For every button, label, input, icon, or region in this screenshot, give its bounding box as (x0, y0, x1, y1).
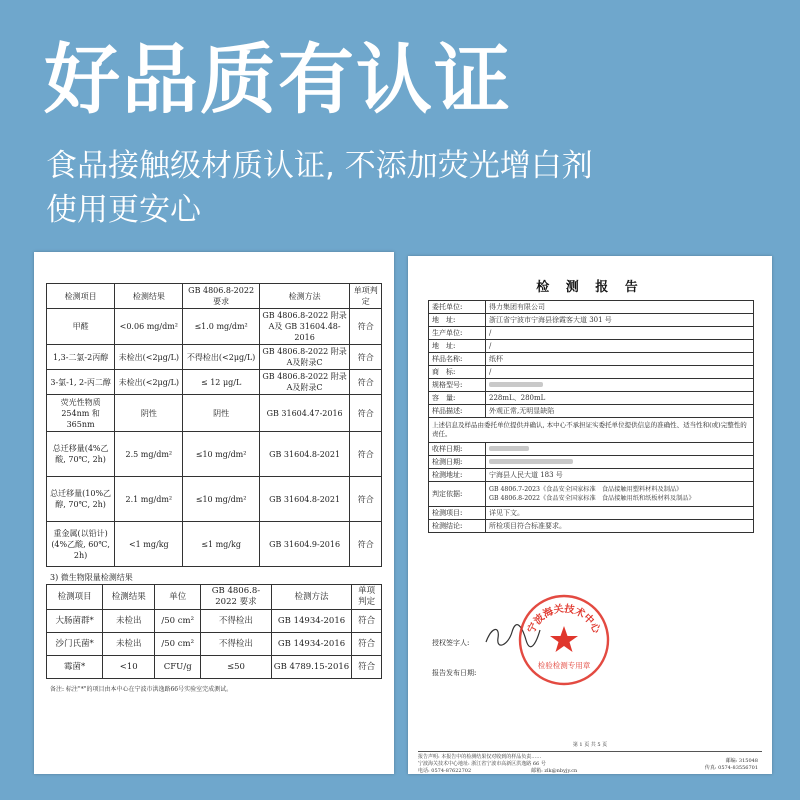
cell: 1,3-二氯-2丙醇 (47, 345, 115, 370)
cell: 3-氯-1, 2-丙二醇 (47, 370, 115, 395)
cell: GB 4806.8-2022 附录A及附录C (259, 370, 350, 395)
field-value: GB 4806.7-2023《食品安全国家标准 食品接触用塑料材料及制品》 GB 4806.8-2022《食品安全国家标准 食品接触用纸和纸板材料及制品》 (486, 482, 754, 507)
table-row (429, 366, 754, 379)
cell: 2.5 mg/dm² (115, 432, 183, 477)
header-cell: 检测方法 (259, 284, 350, 309)
cell: GB 31604.9-2016 (259, 522, 350, 567)
field-value: 228mL、280mL (486, 392, 754, 405)
table-row (47, 370, 382, 395)
table-row (429, 405, 754, 418)
field-value: / (486, 366, 754, 379)
cell: ≤1.0 mg/dm² (183, 309, 259, 345)
section-title: 3) 微生物限量检测结果 (50, 573, 133, 582)
cell: 不得检出 (201, 610, 271, 633)
cell: 不得检出(<2μg/L) (183, 345, 259, 370)
cell: 不得检出 (201, 633, 271, 656)
cell: 大肠菌群* (47, 610, 103, 633)
header-cell: GB 4806.8-2022 要求 (183, 284, 259, 309)
field-label: 地 址: (429, 314, 486, 327)
field-label: 样品描述: (429, 405, 486, 418)
microbial-results-table (46, 584, 382, 679)
footer-text: 报告声明: 本报告中的检测结果仅对收到的样品负责…… 宁波海关技术中心地址: 浙江省宁波市高新区洪逸路 66 号 电话: 0574-87622702 邮箱: zlk@nbyjy.cn (418, 754, 578, 774)
field-label: 委托单位: (429, 301, 486, 314)
field-label: 检测日期: (429, 456, 486, 469)
field-value: / (486, 327, 754, 340)
cell: /50 cm² (155, 610, 201, 633)
field-label: 判定依据: (429, 482, 486, 507)
field-value: 所检项目符合标准要求。 (486, 520, 754, 533)
chemical-results-table (46, 283, 382, 567)
subline-2: 使用更安心 (46, 192, 201, 228)
header-cell: 检测项目 (47, 284, 115, 309)
table-row (429, 353, 754, 366)
release-date-label: 报告发布日期: (432, 669, 477, 677)
table-row (47, 633, 382, 656)
cell: 未检出(<2μg/L) (115, 370, 183, 395)
field-label: 检测结论: (429, 520, 486, 533)
subline-1: 食品接触级材质认证, 不添加荧光增白剂 (46, 148, 593, 184)
cell: GB 4806.8-2022 附录A及 GB 31604.48-2016 (259, 309, 350, 345)
cell: ≤50 (201, 656, 271, 679)
table-row (47, 345, 382, 370)
cell: 未检出 (103, 633, 155, 656)
table-row (429, 314, 754, 327)
field-value: 宁海县人民大道 183 号 (486, 469, 754, 482)
headline: 好品质有认证 (44, 35, 512, 124)
table-row (47, 309, 382, 345)
cell: GB 31604.47-2016 (259, 395, 350, 432)
redacted-value (489, 382, 543, 387)
field-value: / (486, 340, 754, 353)
table-row (429, 482, 754, 507)
table-row (429, 340, 754, 353)
cell: GB 31604.8-2021 (259, 477, 350, 522)
table-row (47, 656, 382, 679)
field-value: 纸杯 (486, 353, 754, 366)
field-value: 浙江省宁波市宁海县徐霞客大道 301 号 (486, 314, 754, 327)
cell: ≤10 mg/dm² (183, 477, 259, 522)
official-stamp (516, 592, 612, 688)
cell: <10 (103, 656, 155, 679)
field-label: 检测地址: (429, 469, 486, 482)
header-cell: 检测结果 (103, 585, 155, 610)
cell: ≤1 mg/kg (183, 522, 259, 567)
cell: 总迁移量(10%乙醇, 70℃, 2h) (47, 477, 115, 522)
table-row (429, 418, 754, 443)
field-value: 得力集团有限公司 (486, 301, 754, 314)
header-cell: 检测方法 (271, 585, 352, 610)
report-title: 检 测 报 告 (536, 280, 644, 295)
stamp-text: 宁波海关技术中心 (526, 603, 602, 636)
footer-contacts (705, 758, 758, 772)
fax: 传真: 0574-83556701 (704, 765, 758, 771)
field-label: 生产单位: (429, 327, 486, 340)
cell: 2.1 mg/dm² (115, 477, 183, 522)
cell: 甲醛 (47, 309, 115, 345)
page-number: 第 1 页 共 5 页 (572, 742, 608, 748)
cell: 沙门氏菌* (47, 633, 103, 656)
table-row (429, 327, 754, 340)
cell: 霉菌* (47, 656, 103, 679)
redacted-value (489, 459, 573, 464)
cell: GB 31604.8-2021 (259, 432, 350, 477)
cell: 符合 (350, 370, 382, 395)
field-value: 详见下文。 (486, 507, 754, 520)
signer-label: 授权签字人: (432, 639, 470, 647)
cell: 符合 (350, 477, 382, 522)
header-cell: 检测结果 (115, 284, 183, 309)
cell: GB 14934-2016 (271, 610, 352, 633)
header-cell: 单项判定 (350, 284, 382, 309)
cell: GB 4806.8-2022 附录A及附录C (259, 345, 350, 370)
cell: 符合 (350, 345, 382, 370)
table-row (429, 392, 754, 405)
table-header-row (47, 284, 382, 309)
header-cell: 单项判定 (352, 585, 382, 610)
table-row (429, 443, 754, 456)
table-row (429, 469, 754, 482)
table-row (47, 477, 382, 522)
stamp-subtext: 检验检测专用章 (537, 661, 591, 670)
field-value-redacted (486, 456, 754, 469)
cell: 阴性 (183, 395, 259, 432)
table-row (47, 432, 382, 477)
cell: 重金属(以铅计)(4%乙酸, 60℃, 2h) (47, 522, 115, 567)
cell: 符合 (352, 633, 382, 656)
cell: ≤ 12 μg/L (183, 370, 259, 395)
cell: 未检出 (103, 610, 155, 633)
cell: ≤10 mg/dm² (183, 432, 259, 477)
postcode: 邮编: 315048 (725, 758, 758, 764)
cell: GB 4789.15-2016 (271, 656, 352, 679)
cell: 符合 (350, 432, 382, 477)
cell: <1 mg/kg (115, 522, 183, 567)
inspection-report-sheet (408, 256, 772, 774)
table-row (429, 507, 754, 520)
cell: 阴性 (115, 395, 183, 432)
cell: 符合 (350, 309, 382, 345)
table-row (47, 395, 382, 432)
cell: GB 14934-2016 (271, 633, 352, 656)
redacted-value (489, 446, 529, 451)
table-row (47, 522, 382, 567)
field-label: 商 标: (429, 366, 486, 379)
test-results-sheet (34, 252, 394, 774)
field-label: 样品名称: (429, 353, 486, 366)
cell: 总迁移量(4%乙酸, 70℃, 2h) (47, 432, 115, 477)
field-value-redacted (486, 379, 754, 392)
field-label: 规格型号: (429, 379, 486, 392)
cell: 符合 (350, 522, 382, 567)
cell: 符合 (350, 395, 382, 432)
field-label: 容 量: (429, 392, 486, 405)
report-footer (418, 742, 762, 775)
field-label: 地 址: (429, 340, 486, 353)
field-value: 外观正常,无明显缺陷 (486, 405, 754, 418)
header-cell: GB 4806.8-2022 要求 (201, 585, 271, 610)
header-cell: 单位 (155, 585, 201, 610)
header-cell: 检测项目 (47, 585, 103, 610)
field-label: 收样日期: (429, 443, 486, 456)
table-row (47, 610, 382, 633)
field-value-redacted (486, 443, 754, 456)
table-row (429, 520, 754, 533)
table-header-row (47, 585, 382, 610)
report-statement: 上述信息及样品由委托单位提供并确认, 本中心不承担证实委托单位提供信息的准确性、适当性和(或)完整性的责任。 (429, 418, 754, 443)
cell: 符合 (352, 610, 382, 633)
cell: CFU/g (155, 656, 201, 679)
report-info-table (428, 300, 754, 533)
cell: 符合 (352, 656, 382, 679)
cell: 荧光性物质254nm 和365nm (47, 395, 115, 432)
table-row (429, 301, 754, 314)
footnote: 备注: 标注"*"的项目由本中心在宁波市洪逸路66号实验室完成测试。 (50, 686, 233, 693)
table-row (429, 379, 754, 392)
field-label: 检测项目: (429, 507, 486, 520)
table-row (429, 456, 754, 469)
cell: /50 cm² (155, 633, 201, 656)
cell: 未检出(<2μg/L) (115, 345, 183, 370)
cell: <0.06 mg/dm² (115, 309, 183, 345)
